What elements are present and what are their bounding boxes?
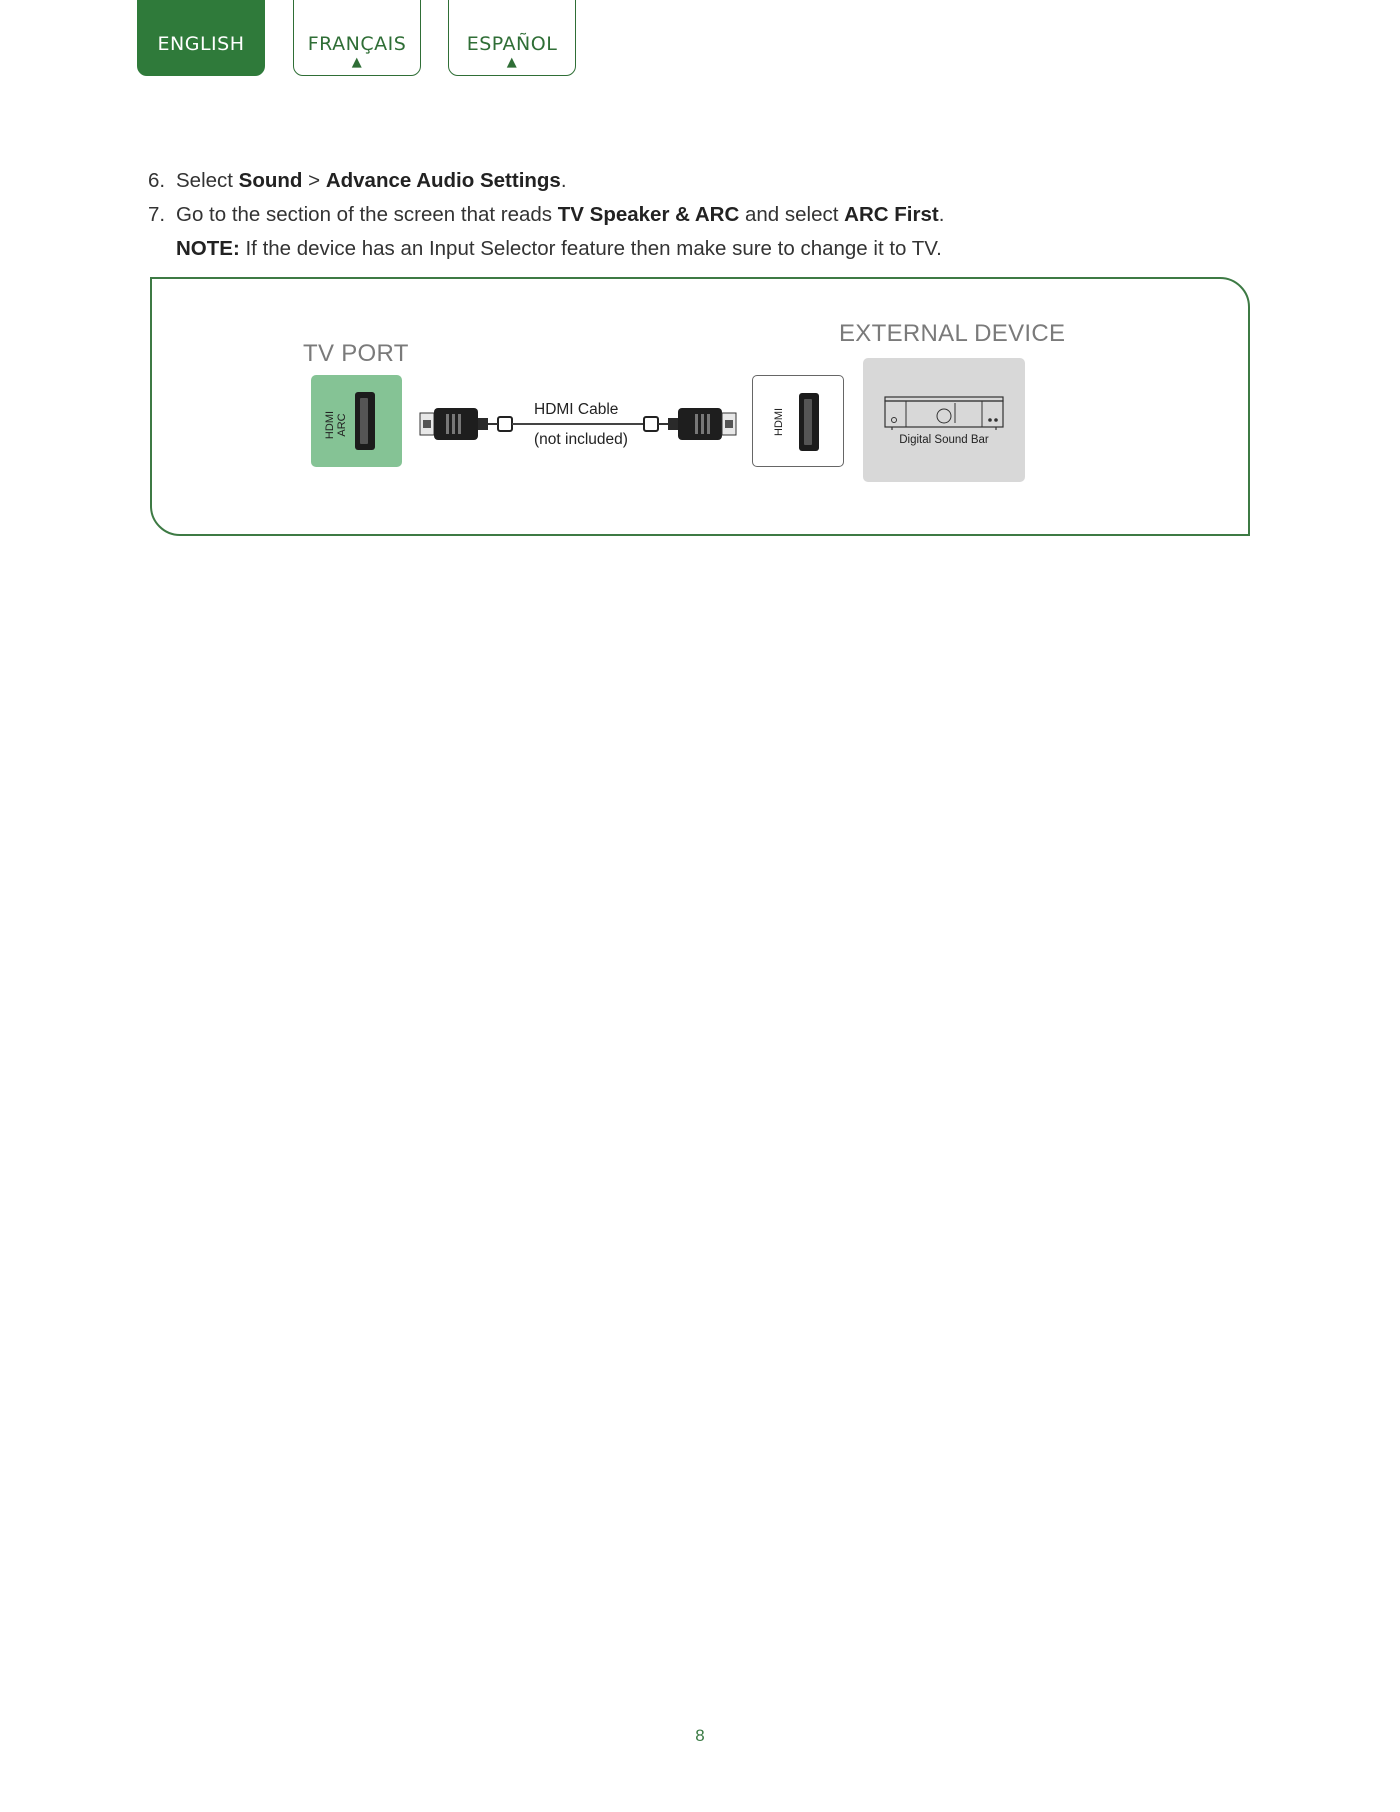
tab-english-label: ENGLISH [157,33,245,55]
step-bold-part: TV Speaker & ARC [557,203,740,226]
step-number: 6. [148,169,166,192]
tv-hdmi-arc-port [311,375,402,467]
tab-espanol[interactable] [448,0,576,76]
hdmi-port-icon [355,392,375,450]
hdmi-text: HDMI [324,410,336,440]
sound-bar-icon [882,395,1006,431]
hdmi-port-icon [799,393,819,451]
tab-francais[interactable] [293,0,421,76]
hdmi-arc-text [324,406,348,444]
tab-espanol-label: ESPAÑOL [466,33,558,55]
step-text-part: > [302,169,326,192]
external-device-label: EXTERNAL DEVICE [839,320,1066,347]
device-hdmi-port [752,375,844,467]
step-6 [148,164,1248,198]
step-text-part: and select [739,203,845,226]
step-text [176,198,944,232]
note [148,232,1248,266]
up-arrow-icon: ▲ [506,55,518,70]
step-text-part: Go to the section of the screen that reads [176,203,558,226]
up-arrow-icon: ▲ [351,55,363,70]
device-hdmi-text: HDMI [773,407,785,436]
tab-francais-label: FRANÇAIS [307,33,407,55]
cable-note: (not included) [534,431,628,448]
step-bold-part: Sound [238,169,303,192]
step-7 [148,198,1248,232]
step-bold-part: ARC First [844,203,939,226]
step-bold-part: Advance Audio Settings [325,169,561,192]
arc-text: ARC [336,413,348,437]
page-number: 8 [695,1726,705,1745]
tab-english[interactable] [137,0,265,76]
device-name: Digital Sound Bar [899,434,989,446]
instruction-steps [148,164,1248,266]
step-text-part: . [938,203,945,226]
tv-port-label: TV PORT [303,340,409,367]
step-text [176,164,567,198]
step-text-part: Select [176,169,239,192]
cable-label: HDMI Cable [534,401,619,418]
note-label: NOTE: [176,237,240,260]
note-text: If the device has an Input Selector feature then make sure to change it to TV. [239,237,942,260]
step-text-part: . [560,169,567,192]
step-number: 7. [148,203,166,226]
